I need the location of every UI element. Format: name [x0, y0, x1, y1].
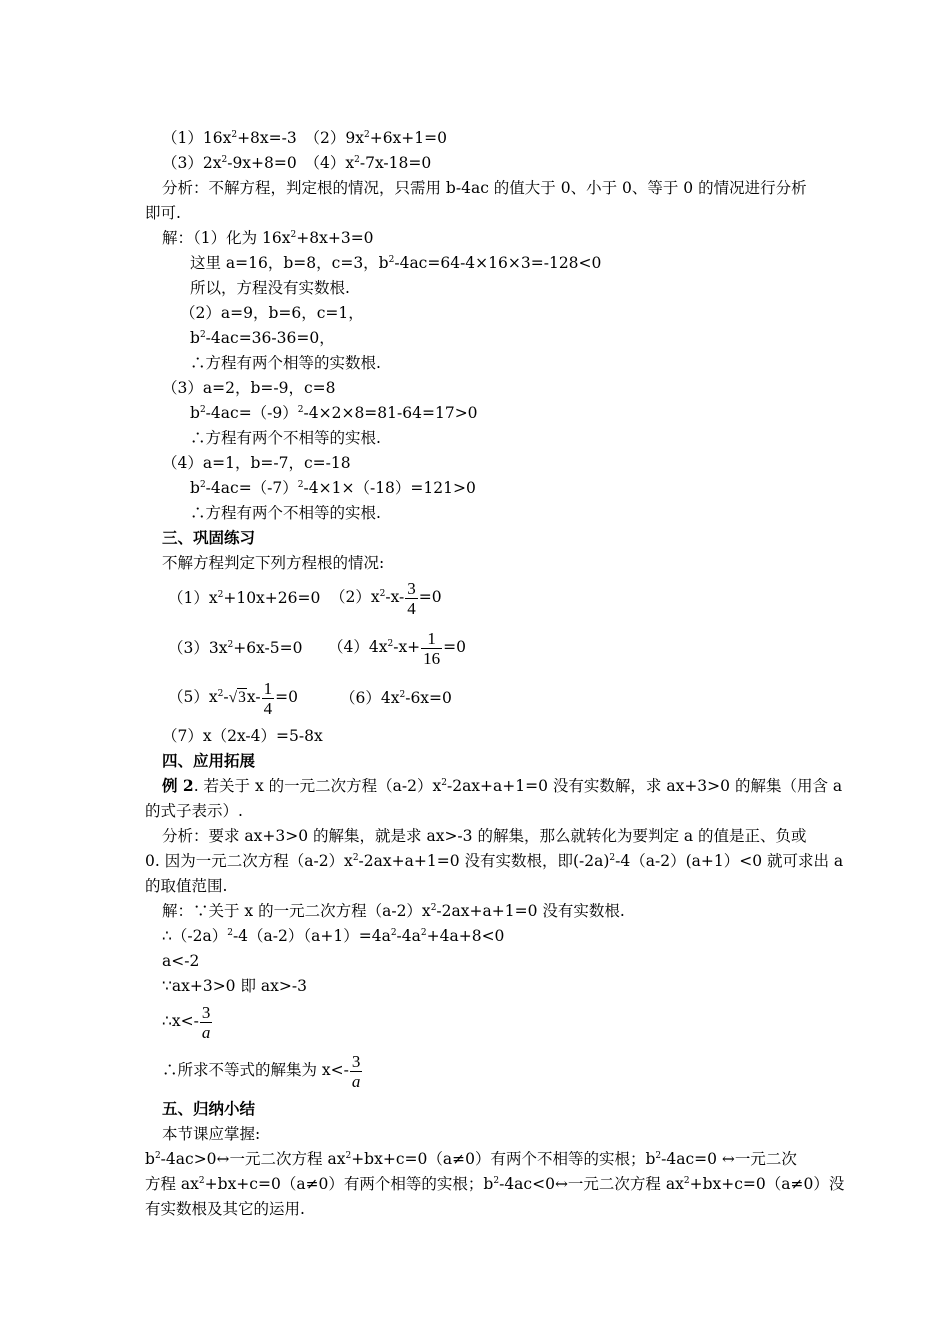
fraction: $\frac{1}{4}$	[263, 678, 273, 718]
solution-line-1: 解：（1）化为 $16x^2+8x+3=0$	[162, 229, 374, 247]
practice-item-6: $(6)4x^2-6x=0$	[340, 689, 452, 707]
summary-line-3: 有实数根及其它的运用.	[145, 1200, 305, 1218]
practice-intro: 不解方程判定下列方程根的情况:	[162, 554, 385, 572]
sqrt-symbol: √3	[228, 689, 246, 706]
fraction: $\frac{3}{a}$	[201, 1002, 211, 1042]
example-2-line-1: 例 2. 若关于 x 的一元二次方程$(a-2)x^2-2ax+a+1=0$ 没有实数解，求 ax+3>0 的解集（用含 a	[162, 776, 843, 795]
example-2-analysis-3: 的取值范围.	[145, 877, 228, 895]
analysis-line-2: 即可.	[145, 204, 181, 222]
summary-line-1: $b^2-4ac>0\leftrightarrow$一元二次方程 $ax^2+bx+c=0(a\ne 0)$有两个不相等的实根；$b^2-4ac=0$ ↔一元二次	[145, 1150, 797, 1168]
analysis-line-1: 分析：不解方程，判定根的情况，只需用 b-4ac 的值大于 0、小于 0、等于 0 的情况进行分析	[162, 179, 807, 197]
solution-line-8: $b^2-4ac=(-9)^2-4\times 2\times 8=81-64=17>0$	[190, 404, 478, 422]
fraction: $\frac{1}{16}$	[423, 628, 441, 668]
practice-item-4: $(4)4x^2-x+$ $\frac{1}{16}$ =0	[328, 628, 467, 668]
fraction: $\frac{3}{a}$	[351, 1051, 361, 1091]
fraction: $\frac{3}{4}$	[407, 578, 416, 618]
example-2-solution-4: ∵ax+3>0 即 ax>-3	[162, 977, 307, 995]
example-2-solution-2: $\therefore(-2a)^2-4(a-2)(a+1)=4a^2-4a^2+4a+8<0$	[162, 927, 505, 945]
solution-line-12: ∴方程有两个不相等的实根.	[190, 504, 381, 522]
example-2-solution-5: ∴x<- $\frac{3}{a}$	[162, 1002, 211, 1042]
example-2-analysis-1: 分析：要求 ax+3>0 的解集，就是求 ax>-3 的解集，那么就转化为要判定 a 的值是正、负或	[162, 827, 807, 845]
example-2-solution-3: a<-2	[162, 952, 200, 970]
practice-item-2: $(2)x^2-x-$ $\frac{3}{4}$ =0	[330, 578, 442, 618]
solution-line-5: $b^2-4ac=36-36=0$，	[190, 329, 335, 347]
solution-line-3: 所以，方程没有实数根.	[190, 279, 350, 297]
solution-line-11: $b^2-4ac=(-7)^2-4\times 1\times(-18)=121>0$	[190, 479, 476, 497]
solution-line-7: （3）a=2，b=-9，c=8	[162, 379, 336, 397]
solution-line-10: （4）a=1，b=-7，c=-18	[162, 454, 351, 472]
section-heading-application: 四、应用拓展	[162, 751, 256, 770]
practice-item-3: $(3)3x^2+6x-5=0$	[168, 639, 303, 657]
solution-line-2: 这里 a=16，b=8，c=3，$b^2-4ac=64-4\times 16\times 3=-128<0$	[190, 254, 602, 272]
problem-line-2: $(3)2x^2-9x+8=0$ $(4)x^2-7x-18=0$	[162, 154, 432, 172]
section-heading-practice: 三、巩固练习	[162, 528, 256, 547]
section-heading-summary: 五、归纳小结	[162, 1099, 256, 1118]
solution-line-6: ∴方程有两个相等的实数根.	[190, 354, 381, 372]
practice-item-5: $(5)x^2-√3x-$ $\frac{1}{4}$ =0	[168, 674, 298, 721]
example-2-solution-6: ∴所求不等式的解集为 x<- $\frac{3}{a}$	[162, 1051, 361, 1091]
practice-item-7: （7）x（2x-4）=5-8x	[162, 727, 323, 745]
summary-intro: 本节课应掌握:	[162, 1125, 261, 1143]
problem-line-1: $(1)16x^2+8x=-3$ $(2)9x^2+6x+1=0$	[162, 129, 447, 147]
practice-item-1: $(1)x^2+10x+26=0$	[168, 589, 321, 607]
example-2-line-2: 的式子表示）.	[145, 802, 243, 820]
summary-line-2: 方程 $ax^2+bx+c=0(a\ne 0)$有两个相等的实根；$b^2-4ac<0\leftrightarrow$一元二次方程 $ax^2+bx+c=0(a\ne 0)$没	[145, 1175, 845, 1193]
solution-line-4: （2）a=9，b=6，c=1，	[180, 304, 364, 322]
solution-line-9: ∴方程有两个不相等的实根.	[190, 429, 381, 447]
example-2-solution-1: 解：∵关于 x 的一元二次方程$(a-2)x^2-2ax+a+1=0$ 没有实数根.	[162, 902, 625, 920]
example-2-analysis-2: 0. 因为一元二次方程$(a-2)x^2-2ax+a+1=0$ 没有实数根，即$(-2a)^2-4(a-2)(a+1)<0$ 就可求出 a	[145, 852, 844, 870]
